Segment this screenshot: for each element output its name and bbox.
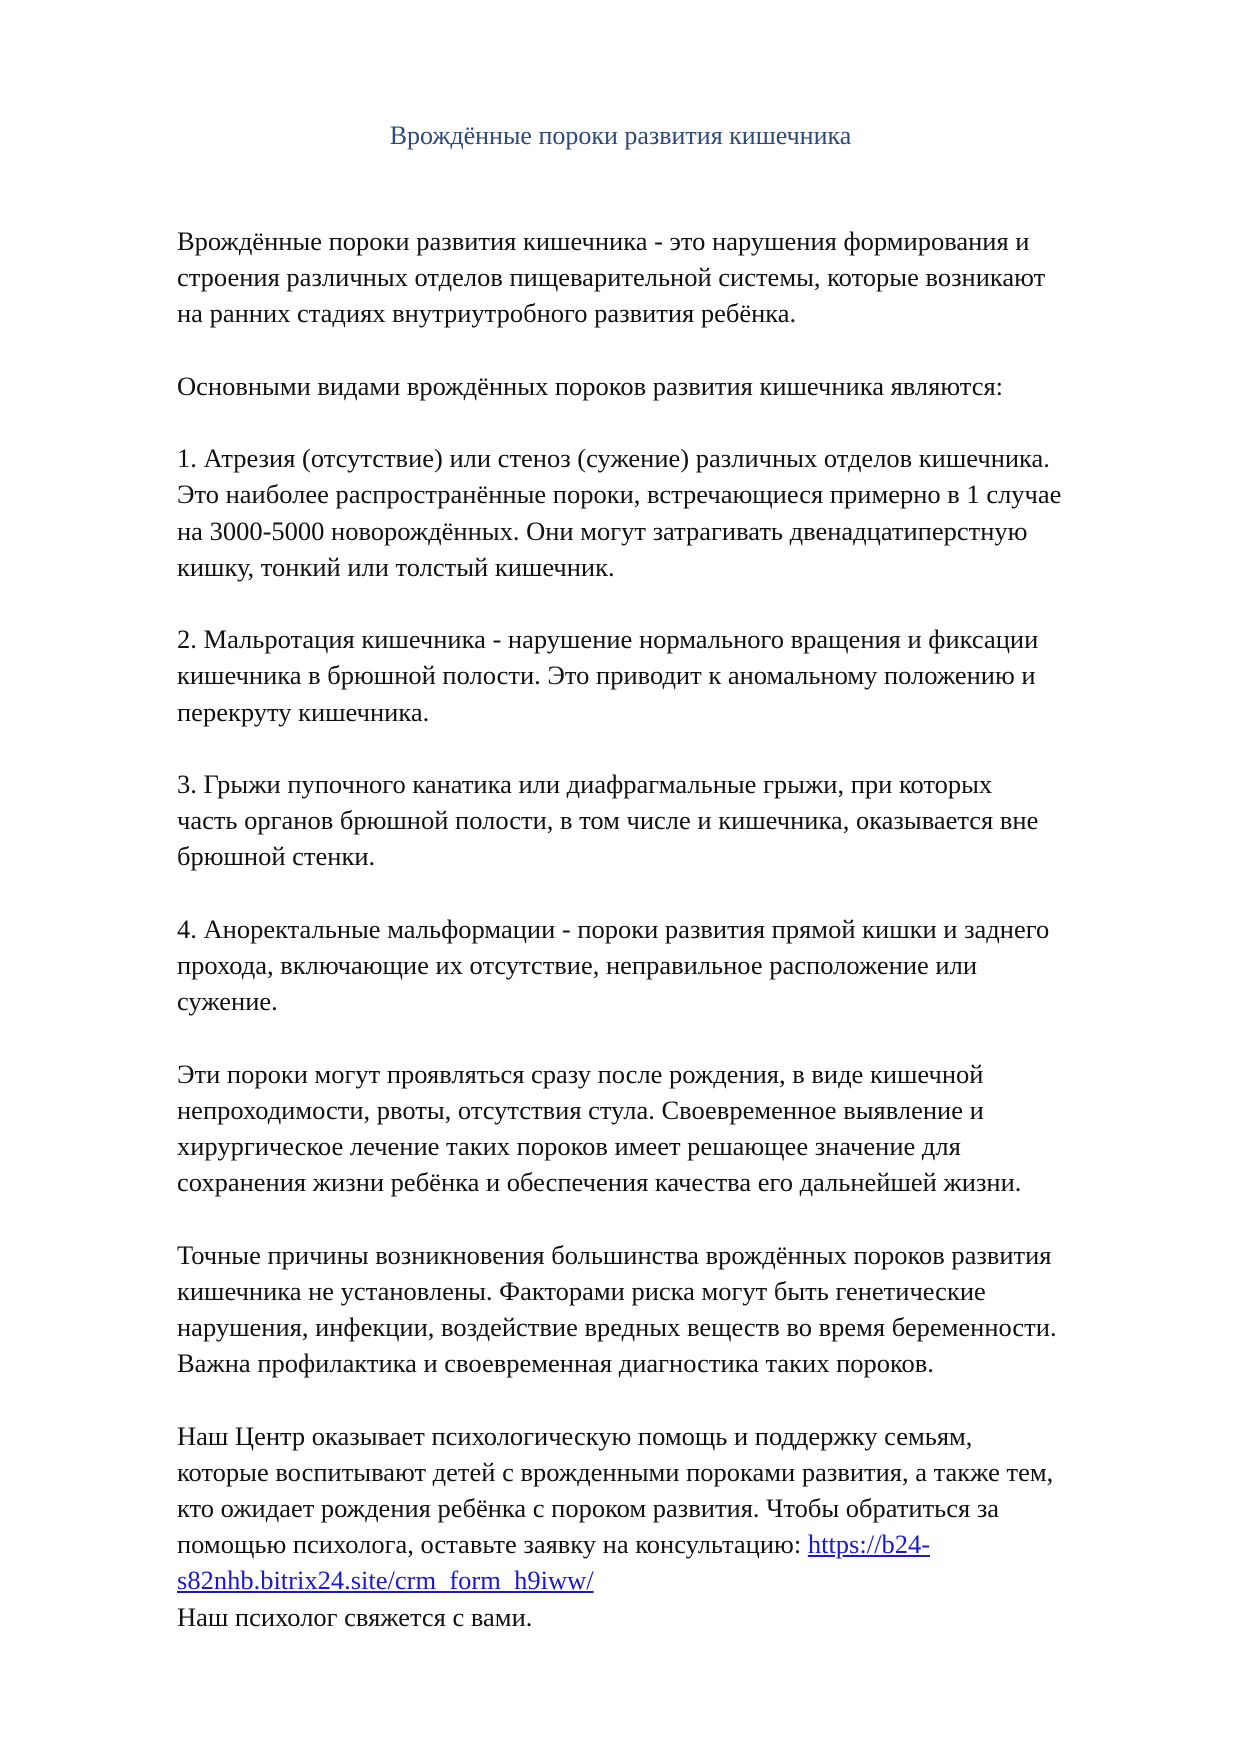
- link-prefix: помощью психолога, оставьте заявку на консультацию:: [177, 1529, 808, 1560]
- paragraph-types-intro: [177, 368, 1167, 404]
- paragraph-item-2: [177, 621, 1167, 730]
- paragraph-intro: [177, 223, 1167, 332]
- paragraph-causes: [177, 1237, 1167, 1382]
- document-title: Врождённые пороки развития кишечника: [389, 121, 852, 150]
- text-line: строения различных отделов пищеварительной системы, которые возникают: [177, 262, 1046, 293]
- text-line: кишку, тонкий или толстый кишечник.: [177, 551, 615, 582]
- text-line: 3. Грыжи пупочного канатика или диафрагмальные грыжи, при которых: [177, 768, 993, 799]
- text-line: Наш Центр оказывает психологическую помощь и поддержку семьям,: [177, 1420, 973, 1451]
- text-line: кишечника не установлены. Факторами риска могут быть генетические: [177, 1275, 986, 1306]
- text-line: 2. Мальротация кишечника - нарушение нормального вращения и фиксации: [177, 624, 1039, 655]
- text-line-with-link: [177, 1526, 1167, 1562]
- text-line: часть органов брюшной полости, в том числе и кишечника, оказывается вне: [177, 805, 1039, 836]
- text-line: которые воспитывают детей с врожденными пороками развития, а также тем,: [177, 1456, 1054, 1487]
- text-line: Важна профилактика и своевременная диагностика таких пороков.: [177, 1348, 934, 1379]
- text-line: перекруту кишечника.: [177, 696, 430, 727]
- text-line: брюшной стенки.: [177, 841, 376, 872]
- text-line: Эти пороки могут проявляться сразу после рождения, в виде кишечной: [177, 1058, 984, 1089]
- text-line: Точные причины возникновения большинства врождённых пороков развития: [177, 1239, 1052, 1270]
- text-line: на 3000-5000 новорождённых. Они могут затрагивать двенадцатиперстную: [177, 515, 1028, 546]
- text-line: непроходимости, рвоты, отсутствия стула. Своевременное выявление и: [177, 1094, 984, 1125]
- paragraph-item-4: [177, 911, 1167, 1020]
- text-line: 1. Атрезия (отсутствие) или стеноз (сужение) различных отделов кишечника.: [177, 443, 1050, 474]
- text-line: 4. Аноректальные мальформации - пороки развития прямой кишки и заднего: [177, 913, 1050, 944]
- text-line: кишечника в брюшной полости. Это приводит к аномальному положению и: [177, 660, 1036, 691]
- text-line: на ранних стадиях внутриутробного развития ребёнка.: [177, 298, 797, 329]
- text-line: хирургическое лечение таких пороков имеет решающее значение для: [177, 1130, 961, 1161]
- consultation-form-link[interactable]: https://b24-: [807, 1529, 931, 1560]
- text-line: Основными видами врождённых пороков развития кишечника являются:: [177, 370, 1004, 401]
- document-body: [177, 223, 1167, 1635]
- closing-line: Наш психолог свяжется с вами.: [177, 1601, 533, 1632]
- text-line: сохранения жизни ребёнка и обеспечения качества его дальнейшей жизни.: [177, 1167, 1022, 1198]
- text-line: кто ожидает рождения ребёнка с пороком развития. Чтобы обратиться за: [177, 1492, 1000, 1523]
- text-line: нарушения, инфекции, воздействие вредных веществ во время беременности.: [177, 1311, 1057, 1342]
- text-line: Врождённые пороки развития кишечника - это нарушения формирования и: [177, 226, 1030, 256]
- paragraph-symptoms: [177, 1056, 1167, 1201]
- text-line: сужение.: [177, 986, 278, 1017]
- paragraph-item-1: [177, 440, 1167, 585]
- paragraph-item-3: [177, 766, 1167, 875]
- paragraph-contact: [177, 1418, 1167, 1635]
- text-line-link-continued: [177, 1562, 1167, 1598]
- text-line: прохода, включающие их отсутствие, неправильное расположение или: [177, 949, 977, 980]
- text-line: Это наиболее распространённые пороки, встречающиеся примерно в 1 случае: [177, 479, 1062, 510]
- consultation-form-link-continued[interactable]: s82nhb.bitrix24.site/crm_form_h9iww/: [177, 1565, 594, 1596]
